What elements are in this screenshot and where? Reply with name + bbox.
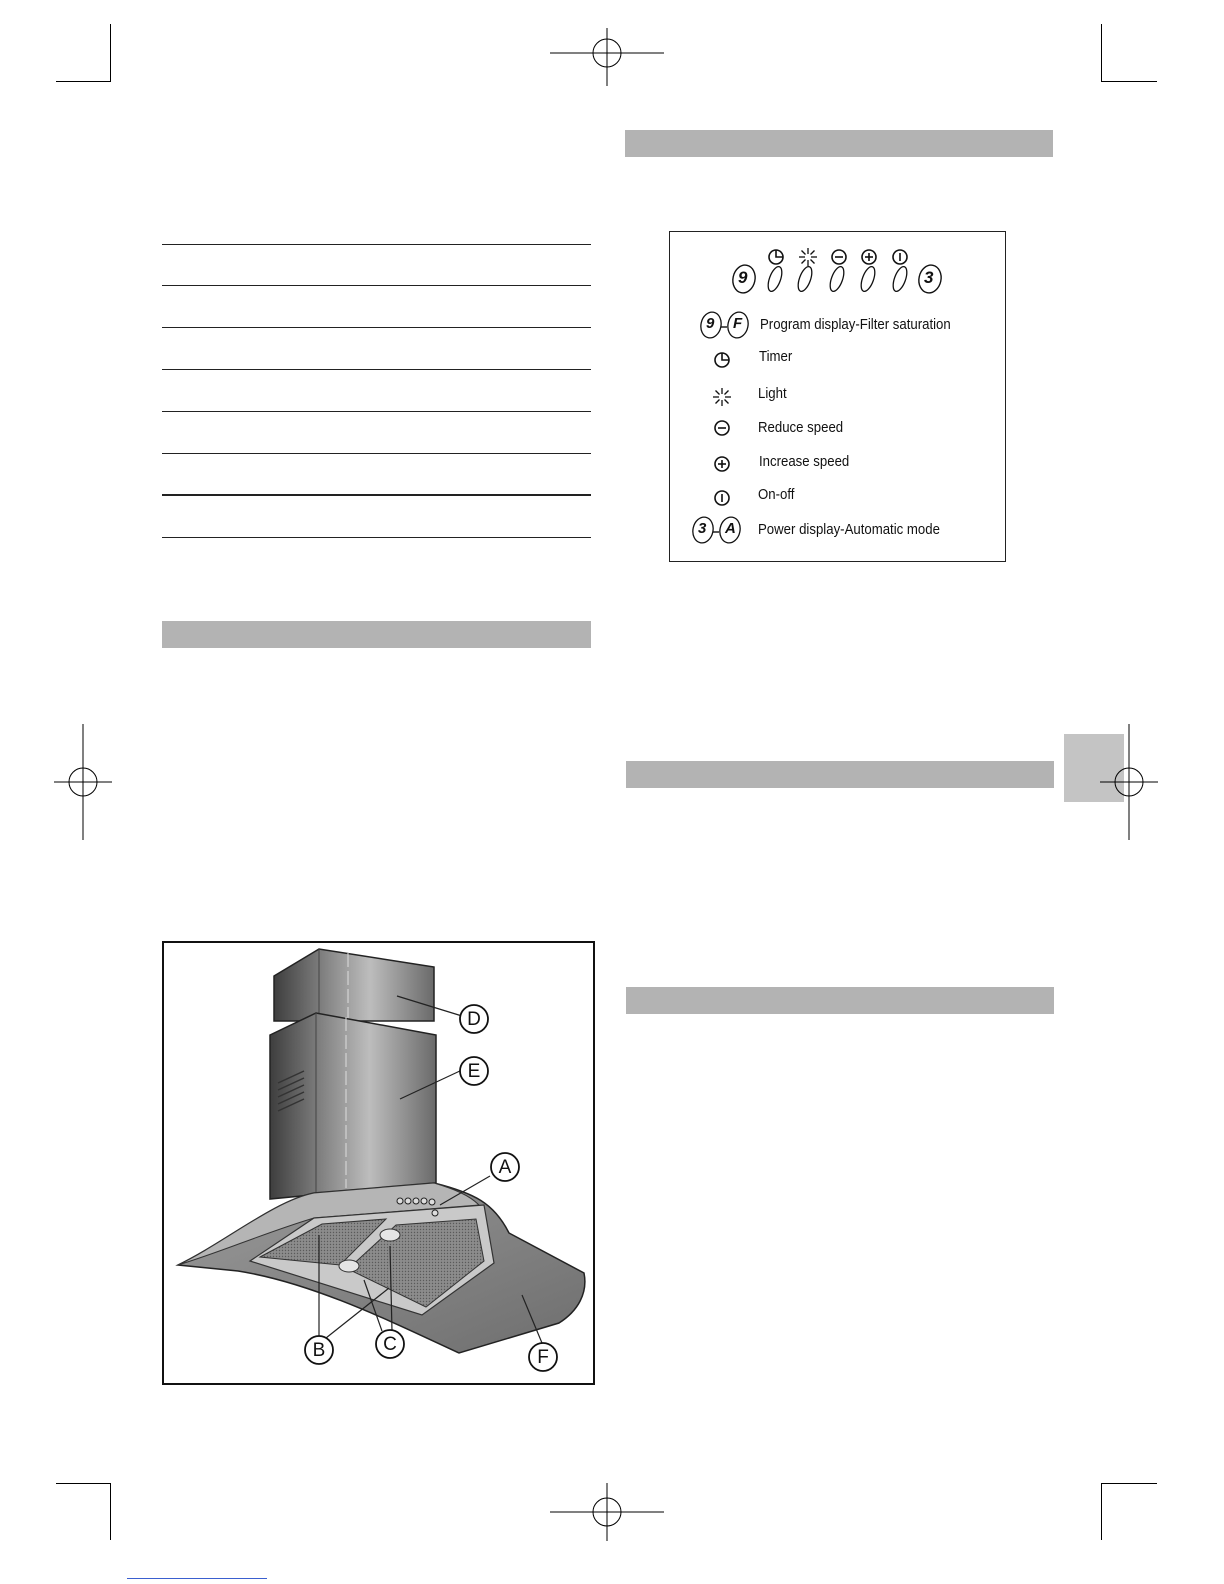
display-right-digit: 3 [924, 268, 934, 287]
crop-mark [56, 81, 111, 82]
footer-underline [127, 1578, 267, 1579]
power-icon [713, 489, 731, 507]
legend-label: Timer [759, 348, 793, 365]
cooker-hood-drawing [164, 943, 593, 1383]
legend-label: Light [758, 385, 787, 402]
section-header-bar [162, 621, 591, 648]
display-left-digit: 9 [738, 268, 748, 287]
symbol-a: A [725, 520, 736, 537]
legend-item [670, 418, 1005, 442]
symbol-f: F [733, 315, 743, 332]
registration-target-icon [54, 724, 112, 840]
table-rule [162, 537, 591, 538]
table-rule [162, 369, 591, 370]
section-header-bar [625, 130, 1053, 157]
registration-target-icon [1100, 724, 1158, 840]
legend-item [670, 348, 1005, 372]
legend-item [670, 313, 1005, 337]
symbol-3: 3 [698, 520, 707, 537]
legend-label: Power display-Automatic mode [758, 521, 940, 538]
key-row [730, 262, 950, 298]
section-header-bar [626, 761, 1054, 788]
legend-item [670, 453, 1005, 477]
crop-mark [1101, 24, 1102, 81]
callout-label: A [498, 1157, 512, 1178]
callout-label: D [467, 1009, 481, 1030]
crop-mark [1101, 1483, 1157, 1484]
crop-mark [1101, 81, 1157, 82]
registration-target-icon [550, 1483, 664, 1541]
light-icon [712, 387, 732, 407]
callout-label: B [312, 1340, 326, 1361]
registration-target-icon [550, 28, 664, 86]
timer-icon [713, 351, 731, 369]
table-rule [162, 453, 591, 454]
legend-item [670, 384, 1005, 408]
table-rule [162, 244, 591, 245]
callout-label: F [537, 1347, 549, 1368]
legend-label: Increase speed [759, 453, 850, 470]
legend-label: On-off [758, 486, 795, 503]
table-rule [162, 285, 591, 286]
legend-item [670, 486, 1005, 510]
hood-illustration [162, 941, 595, 1385]
callout-label: C [383, 1334, 397, 1355]
table-rule [162, 327, 591, 328]
control-panel-diagram [669, 231, 1006, 562]
table-rule [162, 411, 591, 412]
crop-mark [1101, 1483, 1102, 1540]
symbol-9: 9 [706, 315, 715, 332]
plus-icon [713, 455, 731, 473]
crop-mark [110, 24, 111, 81]
crop-mark [56, 1483, 111, 1484]
legend-label: Reduce speed [758, 419, 844, 436]
table-rule [162, 494, 591, 496]
minus-icon [713, 419, 731, 437]
legend-item [670, 519, 1005, 543]
crop-mark [110, 1483, 111, 1540]
legend-label: Program display-Filter saturation [760, 316, 951, 333]
section-header-bar [626, 987, 1054, 1014]
callout-label: E [467, 1061, 481, 1082]
